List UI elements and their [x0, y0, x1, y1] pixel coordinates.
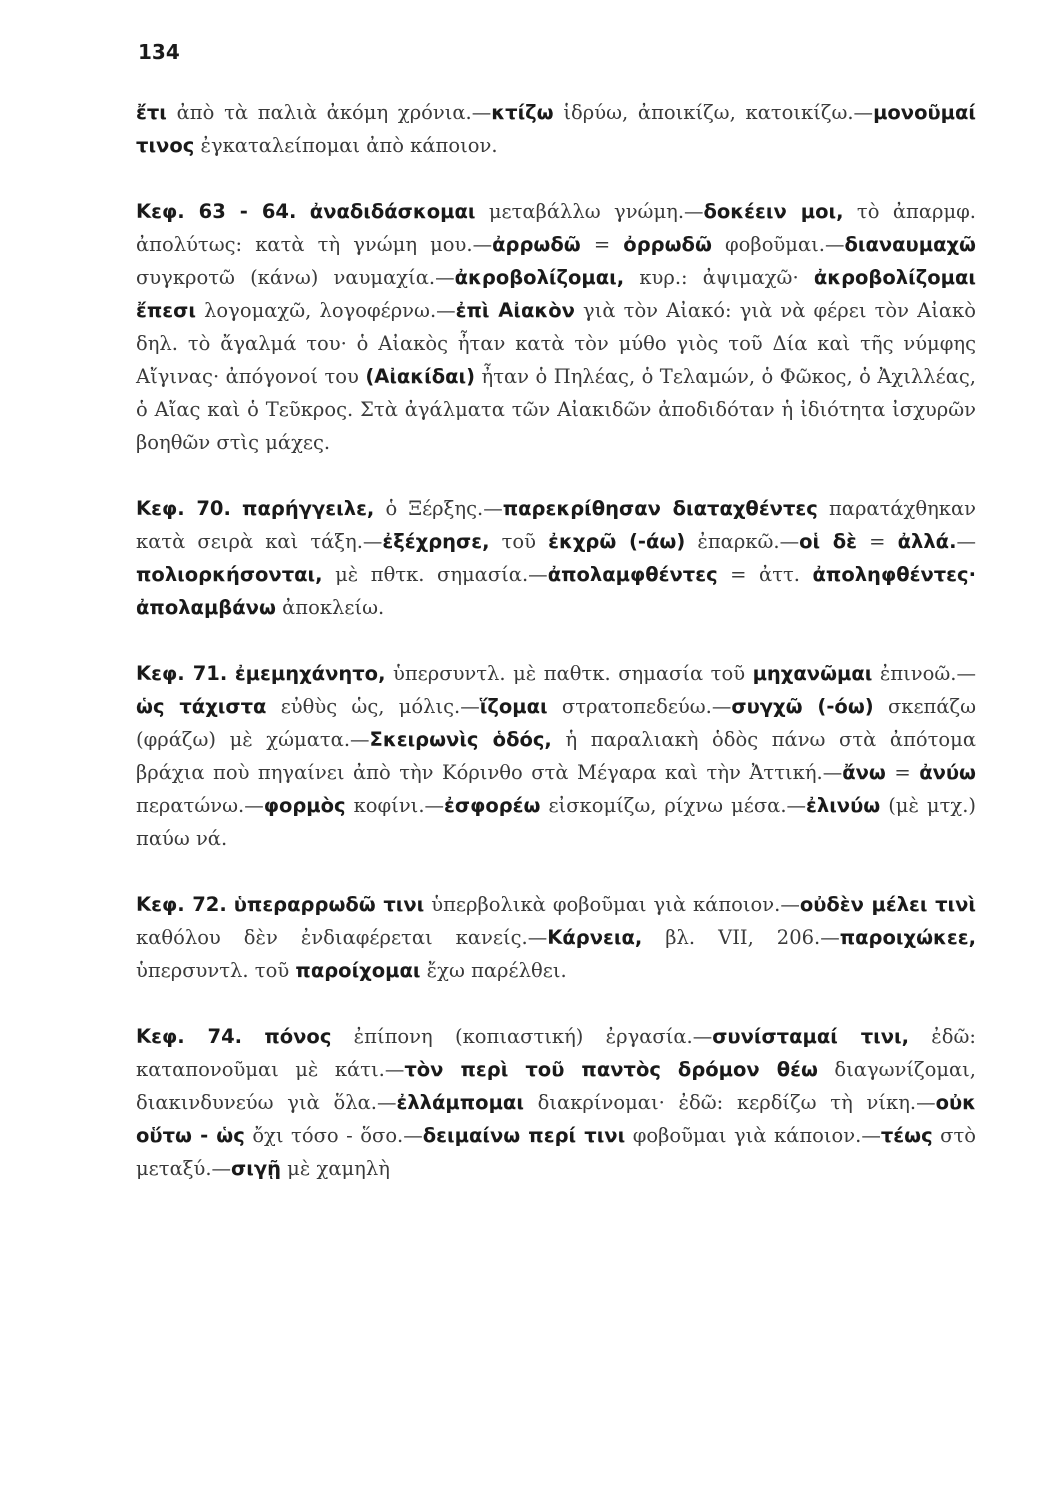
- headword: ἐλλάμπομαι: [396, 1091, 524, 1114]
- gloss-text: ἐγκαταλείπομαι ἀπὸ κάποιον.: [194, 134, 498, 157]
- gloss-text: [227, 662, 235, 685]
- gloss-text: ἡ παραλιακὴ ὁδὸς πάνω στὰ ἀπότομα βράχια ποὺ πηγαίνει ἀπὸ τὴν Κόρινθο στὰ Μέγαρα καὶ τὴν Ἀττική.—: [136, 728, 977, 784]
- gloss-text: ὑπερσυντλ. μὲ παθτκ. σημασία τοῦ: [385, 662, 753, 685]
- gloss-text: ἔχω παρέλθει.: [420, 959, 567, 982]
- gloss-text: εὐθὺς ὡς, μόλις.—: [266, 695, 480, 718]
- gloss-text: μὲ χαμηλὴ: [280, 1157, 390, 1180]
- gloss-text: ὑπερσυντλ. τοῦ: [136, 959, 296, 982]
- page-body: [136, 96, 976, 1185]
- paragraph-chapter-71: [136, 657, 976, 855]
- headword: ἐσφορέω: [444, 794, 541, 817]
- headword: ἐξέχρησε,: [382, 530, 490, 553]
- headword: ἐπὶ Αἰακὸν: [455, 299, 575, 322]
- headword: τὸν περὶ τοῦ παντὸς δρόμον θέω: [404, 1058, 818, 1081]
- gloss-text: στὸ μεταξύ.—: [136, 1124, 977, 1180]
- gloss-text: συγκροτῶ (κάνω) ναυμαχία.—: [136, 266, 455, 289]
- gloss-text: βλ. VII, 206.—: [642, 926, 840, 949]
- gloss-text: μεταβάλλω γνώμη.—: [475, 200, 704, 223]
- gloss-text: [231, 497, 242, 520]
- headword: παρεκρίθησαν διαταχθέντες: [502, 497, 818, 520]
- headword: ἀλλά.: [897, 530, 957, 553]
- gloss-text: φοβοῦμαι.—: [711, 233, 845, 256]
- paragraph-chapter-70: [136, 492, 976, 624]
- gloss-text: ἐπίπονη (κοπιαστική) ἐργασία.—: [331, 1025, 713, 1048]
- headword: σιγῇ: [231, 1157, 281, 1180]
- headword: Κεφ. 71.: [136, 662, 228, 685]
- gloss-text: =: [885, 761, 920, 784]
- headword: ἀκροβολίζομαι,: [454, 266, 625, 289]
- gloss-text: κυρ.: ἀψιμαχῶ·: [624, 266, 814, 289]
- headword: φορμὸς: [263, 794, 346, 817]
- gloss-text: λογομαχῶ, λογοφέρνω.—: [195, 299, 456, 322]
- headword: ἀκροβολίζομαι ἔπεσι: [136, 266, 976, 322]
- paragraph-chapter-72: [136, 888, 976, 987]
- gloss-text: φοβοῦμαι γιὰ κάποιον.—: [625, 1124, 881, 1147]
- headword: ἐλινύω: [806, 794, 881, 817]
- headword: ἄνω: [842, 761, 886, 784]
- gloss-text: = ἀττ.: [717, 563, 813, 586]
- headword: πολιορκήσονται,: [136, 563, 323, 586]
- headword: Κεφ. 63 - 64.: [136, 200, 297, 223]
- headword: (Αἰακίδαι): [365, 365, 476, 388]
- gloss-text: ἱδρύω, ἀποικίζω, κατοικίζω.—: [553, 101, 874, 124]
- headword: Σκειρωνὶς ὁδός,: [369, 728, 552, 751]
- gloss-text: ἀπὸ τὰ παλιὰ ἀκόμη χρόνια.—: [166, 101, 492, 124]
- headword: παροίχομαι: [295, 959, 421, 982]
- gloss-text: γιὰ τὸν Αἰακό: γιὰ νὰ φέρει τὸν Αἰακὸ δηλ. τὸ ἄγαλμά του· ὁ Αἰακὸς ἦταν κατὰ τὸν μύθο γιὸς τοῦ Δία καὶ τῆς νύμφης Αἴγινας· ἀπόγονοί του: [136, 299, 976, 388]
- headword: ἔτι: [136, 101, 167, 124]
- gloss-text: ἀποκλείω.: [275, 596, 385, 619]
- headword: Κάρνεια,: [547, 926, 643, 949]
- headword: δοκέειν μοι,: [703, 200, 844, 223]
- gloss-text: ὄχι τόσο - ὅσο.—: [244, 1124, 423, 1147]
- gloss-text: παρατάχθηκαν κατὰ σειρὰ καὶ τάξη.—: [136, 497, 976, 553]
- headword: διαναυμαχῶ: [844, 233, 976, 256]
- headword: ἀνύω: [919, 761, 976, 784]
- headword: τέως: [880, 1124, 933, 1147]
- headword: ἵζομαι: [479, 695, 548, 718]
- headword: Κεφ. 74.: [136, 1025, 243, 1048]
- gloss-text: [227, 893, 234, 916]
- page-number: 134: [138, 40, 180, 64]
- headword: ὡς τάχιστα: [136, 695, 267, 718]
- paragraph-chapter-74: [136, 1020, 976, 1185]
- paragraph-chapter-63-64: [136, 195, 976, 459]
- gloss-text: μὲ πθτκ. σημασία.—: [322, 563, 548, 586]
- gloss-text: (μὲ μτχ.) παύω νά.: [136, 794, 976, 850]
- headword: συνίσταμαί τινι,: [712, 1025, 910, 1048]
- headword: ἐμεμηχάνητο,: [234, 662, 386, 685]
- headword: ἀπολαμβάνω: [136, 596, 276, 619]
- gloss-text: διακρίνομαι· ἐδῶ: κερδίζω τὴ νίκη.—: [523, 1091, 936, 1114]
- headword: δειμαίνω περί τινι: [422, 1124, 626, 1147]
- headword: ὑπεραρρωδῶ τινι: [233, 893, 425, 916]
- headword: Κεφ. 70.: [136, 497, 231, 520]
- headword: ὀρρωδῶ: [623, 233, 712, 256]
- gloss-text: στρατοπεδεύω.—: [547, 695, 732, 718]
- gloss-text: σκεπάζω (φράζω) μὲ χώματα.—: [136, 695, 977, 751]
- headword: ἀρρωδῶ: [492, 233, 581, 256]
- headword: παροιχώκεε,: [839, 926, 976, 949]
- headword: ἀποληφθέντες·: [812, 563, 976, 586]
- headword: ἐκχρῶ (-άω): [548, 530, 686, 553]
- gloss-text: καθόλου δὲν ἐνδιαφέρεται κανείς.—: [136, 926, 548, 949]
- gloss-text: εἰσκομίζω, ρίχνω μέσα.—: [540, 794, 807, 817]
- gloss-text: τοῦ: [489, 530, 549, 553]
- gloss-text: ἐδῶ: καταπονοῦμαι μὲ κάτι.—: [136, 1025, 976, 1081]
- headword: συγχῶ (-όω): [731, 695, 874, 718]
- headword: μηχανῶμαι: [752, 662, 873, 685]
- gloss-text: διαγωνίζομαι, διακινδυνεύω γιὰ ὅλα.—: [136, 1058, 976, 1114]
- gloss-text: ἐπαρκῶ.—: [685, 530, 800, 553]
- gloss-text: ἐπινοῶ.—: [872, 662, 976, 685]
- headword: μονοῦμαί τινος: [136, 101, 976, 157]
- gloss-text: ὁ Ξέρξης.—: [374, 497, 503, 520]
- headword: οἱ δὲ: [799, 530, 858, 553]
- headword: κτίζω: [491, 101, 554, 124]
- paragraph-intro: [136, 96, 976, 162]
- gloss-text: τὸ ἀπαρμφ. ἀπολύτως: κατὰ τὴ γνώμη μου.—: [136, 200, 976, 256]
- headword: οὐκ οὕτω - ὡς: [136, 1091, 976, 1147]
- gloss-text: περατώνω.—: [136, 794, 264, 817]
- gloss-text: ἦταν ὁ Πηλέας, ὁ Τελαμών, ὁ Φῶκος, ὁ Ἀχιλλέας, ὁ Αἴας καὶ ὁ Τεῦκρος. Στὰ ἀγάλματα τῶν Αἰακιδῶν ἀποδιδόταν ἡ ἰδιότητα ἰσχυρῶν βοηθῶν στὶς μάχες.: [136, 365, 976, 454]
- gloss-text: [242, 1025, 264, 1048]
- gloss-text: —: [956, 530, 976, 553]
- headword: πόνος: [264, 1025, 332, 1048]
- gloss-text: ὑπερβολικὰ φοβοῦμαι γιὰ κάποιον.—: [424, 893, 800, 916]
- gloss-text: [296, 200, 309, 223]
- headword: ἀναδιδάσκομαι: [309, 200, 476, 223]
- headword: παρήγγειλε,: [242, 497, 375, 520]
- headword: Κεφ. 72.: [136, 893, 227, 916]
- headword: ἀπολαμφθέντες: [547, 563, 718, 586]
- gloss-text: =: [580, 233, 624, 256]
- headword: οὐδὲν μέλει τινὶ: [799, 893, 976, 916]
- gloss-text: κοφίνι.—: [345, 794, 445, 817]
- gloss-text: =: [857, 530, 898, 553]
